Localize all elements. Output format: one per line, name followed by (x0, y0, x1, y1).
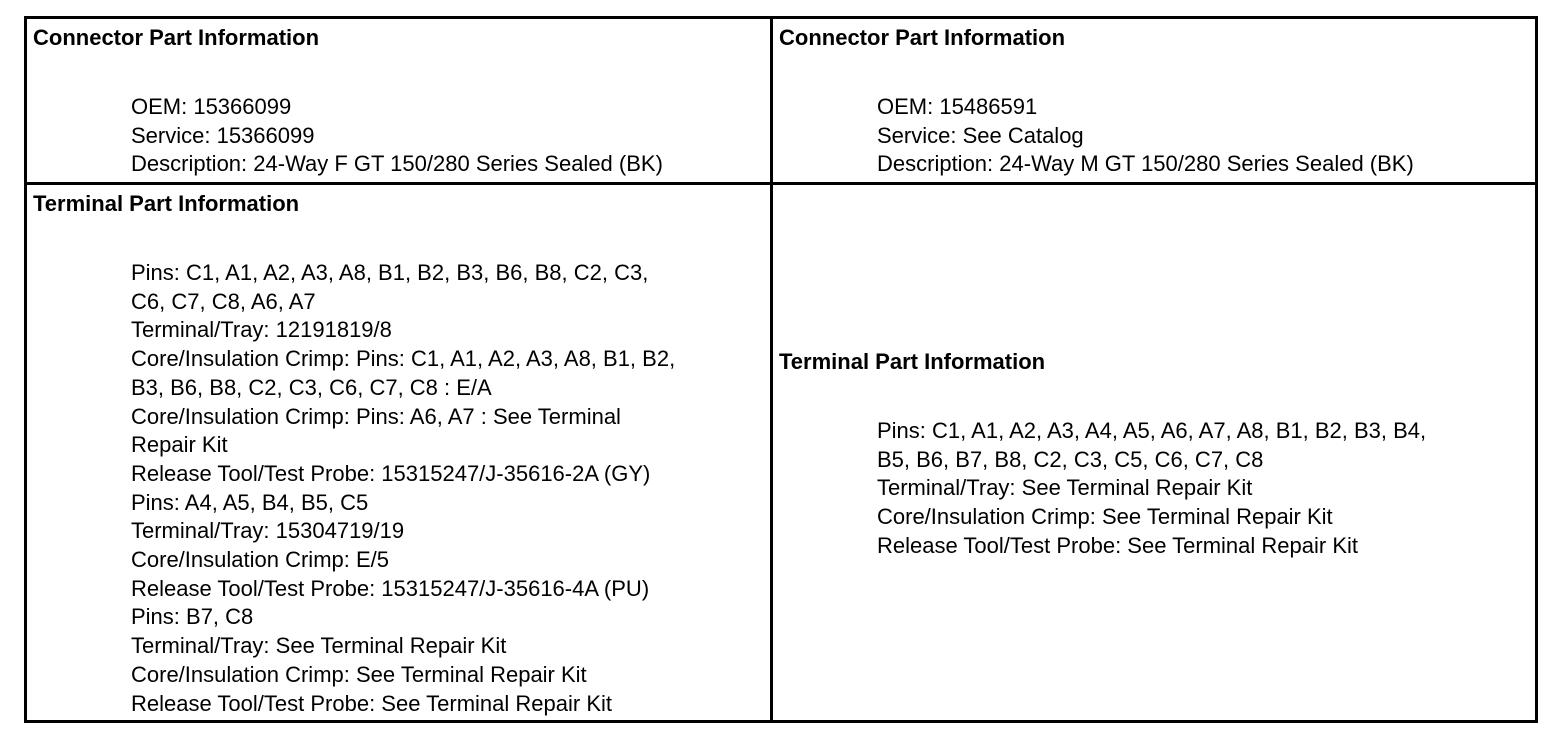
terminal-left-line: Release Tool/Test Probe: 15315247/J-35616-2A (GY) (131, 460, 651, 486)
terminal-left-heading: Terminal Part Information (33, 191, 300, 216)
connector-right-lines (877, 93, 1414, 179)
connector-info-table (24, 16, 1538, 723)
terminal-right-line: Terminal/Tray: See Terminal Repair Kit (877, 475, 1253, 501)
connector-left-lines (131, 93, 663, 179)
terminal-left-lines (131, 259, 675, 718)
terminal-left-line: Terminal/Tray: 15304719/19 (131, 518, 405, 544)
terminal-left-line: B3, B6, B8, C2, C3, C6, C7, C8 : E/A (131, 374, 492, 400)
connector-right-heading: Connector Part Information (779, 25, 1066, 50)
connector-right-line: OEM: 15486591 (877, 94, 1038, 119)
terminal-left-line: Terminal/Tray: 12191819/8 (131, 317, 392, 343)
terminal-left-line: C6, C7, C8, A6, A7 (131, 288, 316, 314)
connector-left-line: OEM: 15366099 (131, 94, 292, 119)
terminal-right-cell (773, 185, 1535, 720)
terminal-left-line: Core/Insulation Crimp: E/5 (131, 547, 389, 573)
terminal-left-line: Repair Kit (131, 432, 228, 458)
terminal-left-line: Pins: C1, A1, A2, A3, A8, B1, B2, B3, B6, B8, C2, C3, (131, 260, 649, 285)
terminal-left-line: Core/Insulation Crimp: Pins: A6, A7 : See Terminal (131, 403, 621, 429)
connector-right-line: Service: See Catalog (877, 122, 1084, 148)
terminal-right-lines (877, 417, 1426, 561)
terminal-left-cell (27, 185, 773, 720)
terminal-right-heading: Terminal Part Information (779, 349, 1046, 374)
terminal-right-line: Release Tool/Test Probe: See Terminal Repair Kit (877, 532, 1358, 558)
terminal-right-line: Core/Insulation Crimp: See Terminal Repair Kit (877, 504, 1333, 530)
terminal-left-line: Core/Insulation Crimp: Pins: C1, A1, A2, A3, A8, B1, B2, (131, 346, 676, 372)
terminal-left-line: Pins: A4, A5, B4, B5, C5 (131, 489, 369, 515)
terminal-left-line: Core/Insulation Crimp: See Terminal Repair Kit (131, 661, 587, 687)
terminal-right-line: Pins: C1, A1, A2, A3, A4, A5, A6, A7, A8, B1, B2, B3, B4, (877, 418, 1427, 443)
connector-right-cell (773, 19, 1535, 185)
terminal-left-line: Pins: B7, C8 (131, 604, 254, 630)
terminal-left-line: Terminal/Tray: See Terminal Repair Kit (131, 633, 507, 659)
connector-left-cell (27, 19, 773, 185)
connector-right-line: Description: 24-Way M GT 150/280 Series Sealed (BK) (877, 151, 1414, 177)
connector-left-line: Service: 15366099 (131, 122, 315, 148)
terminal-right-line: B5, B6, B7, B8, C2, C3, C5, C6, C7, C8 (877, 446, 1264, 472)
connector-left-line: Description: 24-Way F GT 150/280 Series Sealed (BK) (131, 151, 663, 177)
terminal-left-line: Release Tool/Test Probe: 15315247/J-35616-4A (PU) (131, 575, 650, 601)
connector-left-heading: Connector Part Information (33, 25, 320, 50)
terminal-left-line: Release Tool/Test Probe: See Terminal Repair Kit (131, 690, 612, 716)
